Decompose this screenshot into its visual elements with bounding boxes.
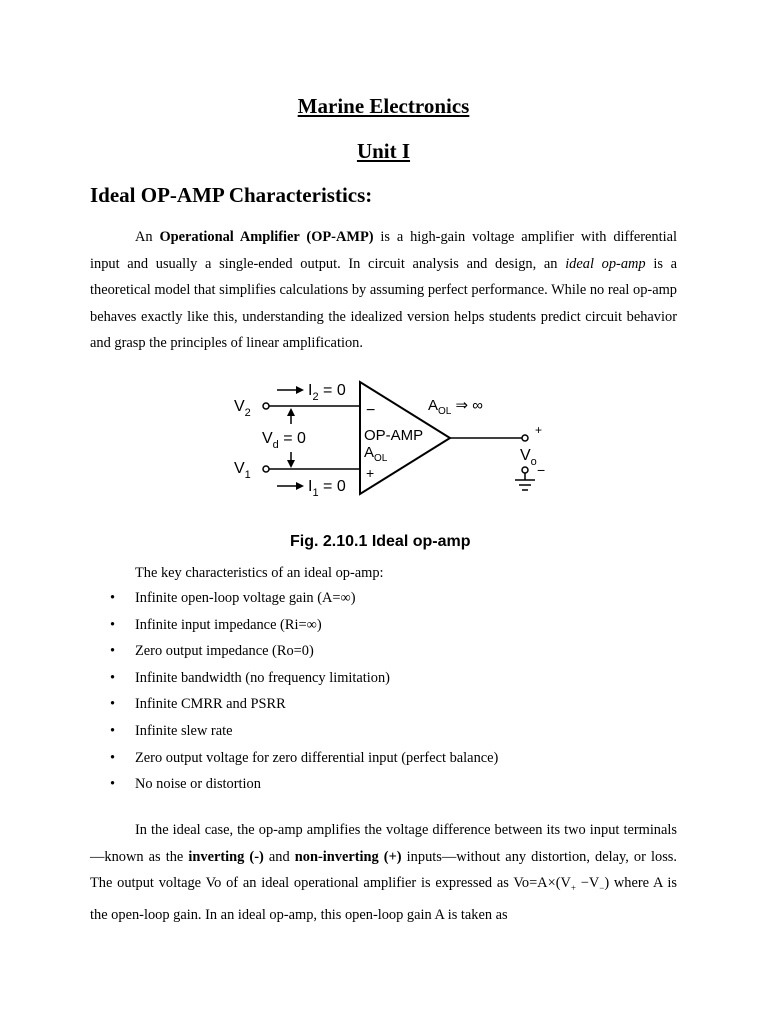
i2-label: $I_2 = 0$: [308, 382, 346, 403]
term-inverting: inverting (-): [188, 848, 264, 865]
characteristics-list: [90, 585, 498, 798]
list-item: [90, 665, 498, 692]
figure-caption: Fig. 2.10.1 Ideal op-amp: [290, 533, 471, 550]
vo-label: $V_o$: [520, 447, 537, 468]
list-item: [90, 718, 498, 745]
intro-paragraph: An Operational Amplifier (OP-AMP) is a high-gain voltage amplifier with differential input and usually a single-ended output. In circuit analysis and design, an ideal op-amp is a theoretical model that simplifies calculations by assuming perfect performance. While no real op-amp behaves exactly like this, understanding the idealized version helps students predict circuit behavior and grasp the principles of linear amplification.: [90, 229, 678, 352]
ideal-case-paragraph: In the ideal case, the op-amp amplifies the voltage difference between its two input terminals—known as the inverting (-) and non-inverting (+) inputs—without any distortion, delay, or loss. The output voltage Vo of an ideal operational amplifier is expressed as $Vo=A\times(V_+ -V_-)$ where A is the open-loop gain. In an ideal op-amp, this open-loop gain A is taken as: [90, 822, 677, 923]
list-item-text: Zero output voltage for zero differential input (perfect balance): [135, 749, 499, 766]
v2-label: $V_2$: [234, 398, 251, 419]
list-item-text: Infinite input impedance (Ri=∞): [135, 616, 322, 633]
ground-terminal: [522, 467, 528, 473]
list-item-text: Zero output impedance (Ro=0): [135, 643, 314, 660]
aol-gain-label: $A_{OL}$ ⇒ ∞: [428, 397, 483, 417]
opamp-box-label: OP-AMP: [364, 427, 424, 444]
term-opamp: Operational Amplifier (OP-AMP): [159, 229, 374, 245]
section-heading: Ideal OP-AMP Characteristics:: [90, 183, 373, 207]
bullet-icon: •: [110, 616, 116, 633]
vo-minus-sign: −: [537, 462, 546, 478]
bullet-icon: •: [110, 749, 116, 766]
bullet-icon: •: [110, 696, 116, 713]
list-item: [90, 585, 498, 612]
bullet-icon: •: [110, 722, 116, 739]
vd-label: $V_d = 0$: [262, 430, 306, 451]
list-item-text: No noise or distortion: [135, 776, 261, 793]
list-item-text: Infinite open-loop voltage gain (A=∞): [135, 590, 356, 606]
i2-arrow-icon: [277, 386, 304, 394]
i1-label: $I_1 = 0$: [308, 478, 346, 499]
ideal-opamp-figure: [232, 372, 552, 554]
bullet-icon: •: [110, 590, 116, 606]
vo-terminal: [522, 435, 528, 441]
list-item-text: Infinite slew rate: [135, 722, 233, 739]
ground-icon: [515, 473, 535, 490]
v1-label: $V_1$: [234, 460, 251, 481]
list-item: [90, 745, 498, 772]
i1-arrow-icon: [277, 482, 304, 490]
v2-terminal: [263, 403, 269, 409]
v1-terminal: [263, 466, 269, 472]
list-item: [90, 771, 498, 798]
list-item: [90, 612, 498, 639]
document-title: Marine Electronics: [297, 94, 470, 118]
list-item-text: Infinite CMRR and PSRR: [135, 696, 286, 713]
list-item: [90, 638, 498, 665]
list-item: [90, 691, 498, 718]
minus-sign: −: [366, 402, 376, 419]
bullet-icon: •: [110, 776, 116, 793]
list-intro: The key characteristics of an ideal op-amp:: [135, 565, 384, 581]
vo-plus-sign: +: [535, 423, 543, 437]
bullet-icon: •: [110, 669, 116, 686]
unit-title: Unit I: [356, 139, 411, 163]
plus-sign: +: [366, 465, 375, 481]
term-non-inverting: non-inverting (+): [294, 848, 402, 865]
aol-label: $A_{OL}$: [364, 444, 388, 464]
term-ideal-opamp: ideal op-amp: [565, 255, 646, 272]
bullet-icon: •: [110, 643, 116, 660]
list-item-text: Infinite bandwidth (no frequency limitation): [135, 669, 390, 686]
